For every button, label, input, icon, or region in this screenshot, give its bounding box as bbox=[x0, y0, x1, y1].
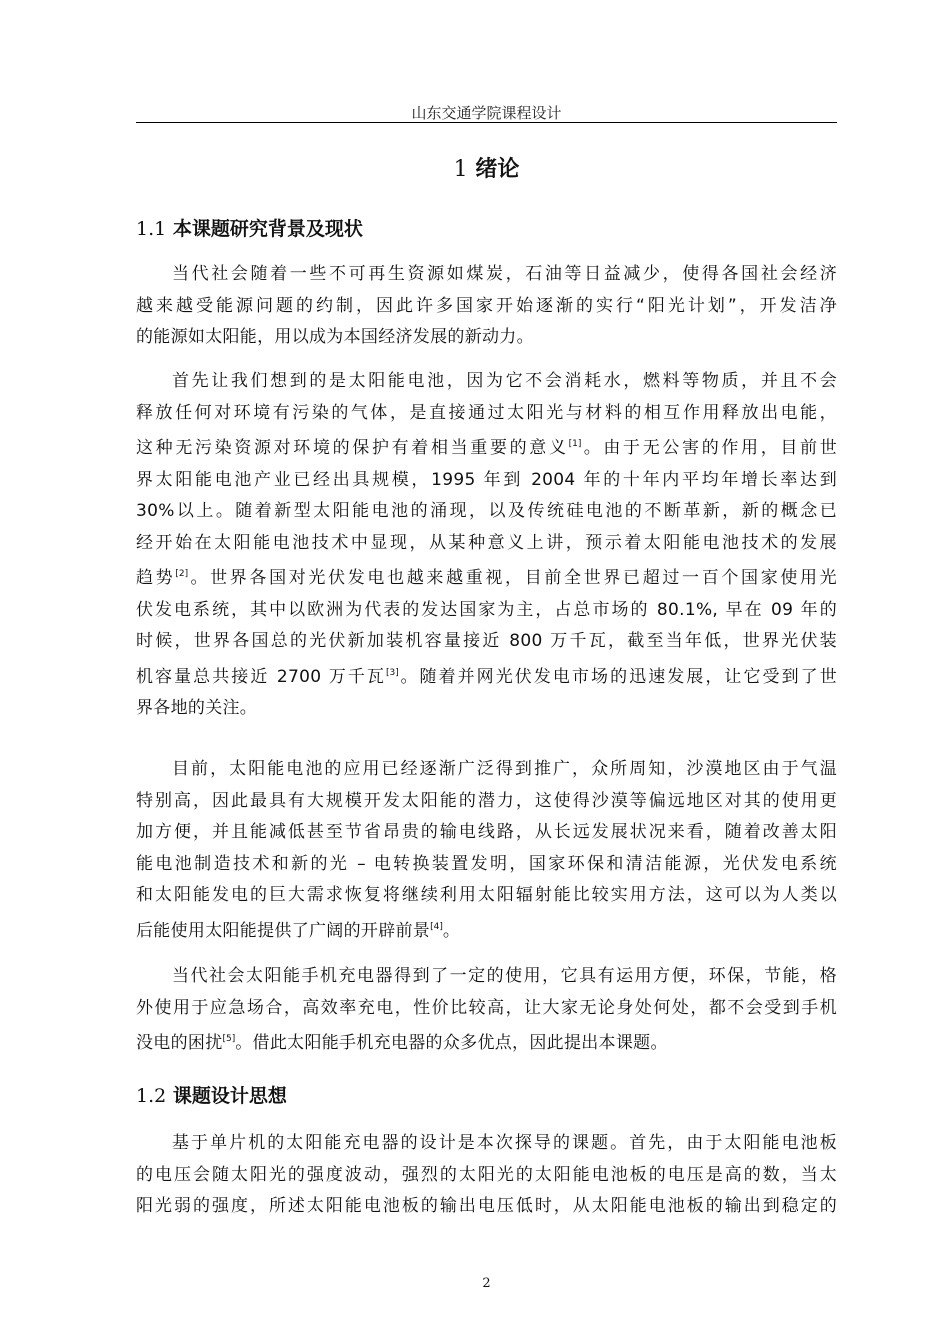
text-line: 加方便，并且能减低甚至节省昂贵的输电线路，从长远发展状况来看，随着改善太阳 bbox=[136, 822, 837, 842]
text-line bbox=[136, 429, 837, 465]
citation-ref: [3] bbox=[385, 667, 399, 678]
text-line: 的能源如太阳能，用以成为本国经济发展的新动力。 bbox=[136, 327, 534, 347]
text-segment: 这种无污染资源对环境的保护有着相当重要的意义 bbox=[136, 438, 569, 458]
text-segment: 趋势 bbox=[136, 568, 176, 588]
citation-ref: [2] bbox=[175, 569, 189, 579]
text-segment: 。 bbox=[442, 920, 461, 941]
text-line bbox=[136, 912, 837, 948]
text-line: 能电池制造技术和新的光 – 电转换装置发明，国家环保和清洁能源，光伏发电系统 bbox=[136, 853, 837, 874]
section-number: 1.1 bbox=[136, 218, 167, 240]
text-segment: 。世界各国对光伏发电也越来越重视，目前全世界已超过一百个国家使用光 bbox=[188, 568, 837, 588]
text-line: 释放任何对环境有污染的气体，是直接通过太阳光与材料的相互作用释放出电能， bbox=[136, 402, 837, 423]
text-line: 界各地的关注。 bbox=[136, 698, 258, 718]
text-line: 当代社会太阳能手机充电器得到了一定的使用，它具有运用方便，环保，节能，格 bbox=[172, 966, 837, 986]
citation-ref: [5] bbox=[222, 1034, 236, 1044]
running-header: 山东交通学院课程设计 bbox=[411, 104, 562, 122]
section-title: 本课题研究背景及现状 bbox=[172, 218, 363, 240]
text-line: 外使用于应急场合，高效率充电，性价比较高，让大家无论身处何处，都不会受到手机 bbox=[136, 997, 837, 1018]
citation-ref: [1] bbox=[568, 439, 582, 449]
text-line: 时候，世界各国总的光伏新加装机容量接近 800 万千瓦，截至当年低，世界光伏装 bbox=[136, 631, 837, 651]
section-heading-1-1 bbox=[136, 214, 363, 241]
text-line: 特别高，因此最具有大规模开发太阳能的潜力，这使得沙漠等偏远地区对其的使用更 bbox=[136, 790, 837, 811]
chapter-number: 1 bbox=[453, 157, 468, 182]
text-line: 当代社会随着一些不可再生资源如煤炭，石油等日益减少，使得各国社会经济 bbox=[172, 264, 837, 284]
text-line: 30%以上。随着新型太阳能电池的涌现，以及传统硅电池的不断革新，新的概念已 bbox=[136, 501, 837, 521]
text-segment: 。借此太阳能手机充电器的众多优点，因此提出本课题。 bbox=[235, 1033, 668, 1053]
paragraph-background-2 bbox=[136, 366, 837, 725]
text-line: 和太阳能发电的巨大需求恢复将继续利用太阳辐射能比较实用方法，这可以为人类以 bbox=[136, 885, 837, 905]
text-line: 经开始在太阳能电池技术中显现，从某种意义上讲，预示着太阳能电池技术的发展 bbox=[136, 532, 837, 553]
text-line bbox=[136, 559, 837, 595]
citation-ref: [4] bbox=[430, 921, 443, 932]
text-line: 目前，太阳能电池的应用已经逐渐广泛得到推广，众所周知，沙漠地区由于气温 bbox=[172, 759, 837, 779]
text-segment: 。由于无公害的作用，目前世 bbox=[581, 438, 837, 458]
text-line: 的电压会随太阳光的强度波动，强烈的太阳光的太阳能电池板的电压是高的数，当太 bbox=[136, 1164, 837, 1185]
text-line bbox=[136, 658, 837, 694]
section-number: 1.2 bbox=[136, 1085, 167, 1107]
section-title: 课题设计思想 bbox=[172, 1085, 287, 1107]
text-line: 基于单片机的太阳能充电器的设计是本次探导的课题。首先，由于太阳能电池板 bbox=[172, 1133, 837, 1153]
text-line: 阳光弱的强度，所述太阳能电池板的输出电压低时，从太阳能电池板的输出到稳定的 bbox=[136, 1196, 837, 1216]
paragraph-background-4 bbox=[136, 961, 837, 1060]
text-line: 越来越受能源问题的约制，因此许多国家开始逐渐的实行“阳光计划”，开发洁净 bbox=[136, 295, 837, 316]
text-segment: 没电的困扰 bbox=[136, 1033, 223, 1053]
section-heading-1-2 bbox=[136, 1081, 287, 1108]
text-line: 伏发电系统，其中以欧洲为代表的发达国家为主，占总市场的 80.1%, 早在 09 年的 bbox=[136, 599, 837, 620]
text-segment: 。随着并网光伏发电市场的迅速发展，让它受到了世 bbox=[398, 666, 837, 687]
page-number: 2 bbox=[482, 1276, 491, 1291]
chapter-title bbox=[136, 152, 837, 183]
text-segment: 机容量总共接近 2700 万千瓦 bbox=[136, 666, 386, 687]
paragraph-background-1 bbox=[136, 259, 837, 354]
paragraph-design-idea bbox=[136, 1128, 837, 1223]
header-rule bbox=[136, 122, 837, 123]
text-segment: 后能使用太阳能提供了广阔的开辟前景 bbox=[136, 920, 431, 941]
text-line bbox=[136, 1024, 837, 1060]
chapter-title-text: 绪论 bbox=[475, 157, 520, 182]
paragraph-background-3 bbox=[136, 754, 837, 947]
text-line: 首先让我们想到的是太阳能电池，因为它不会消耗水，燃料等物质，并且不会 bbox=[172, 371, 837, 391]
text-line: 界太阳能电池产业已经出具规模，1995 年到 2004 年的十年内平均年增长率达到 bbox=[136, 469, 837, 490]
